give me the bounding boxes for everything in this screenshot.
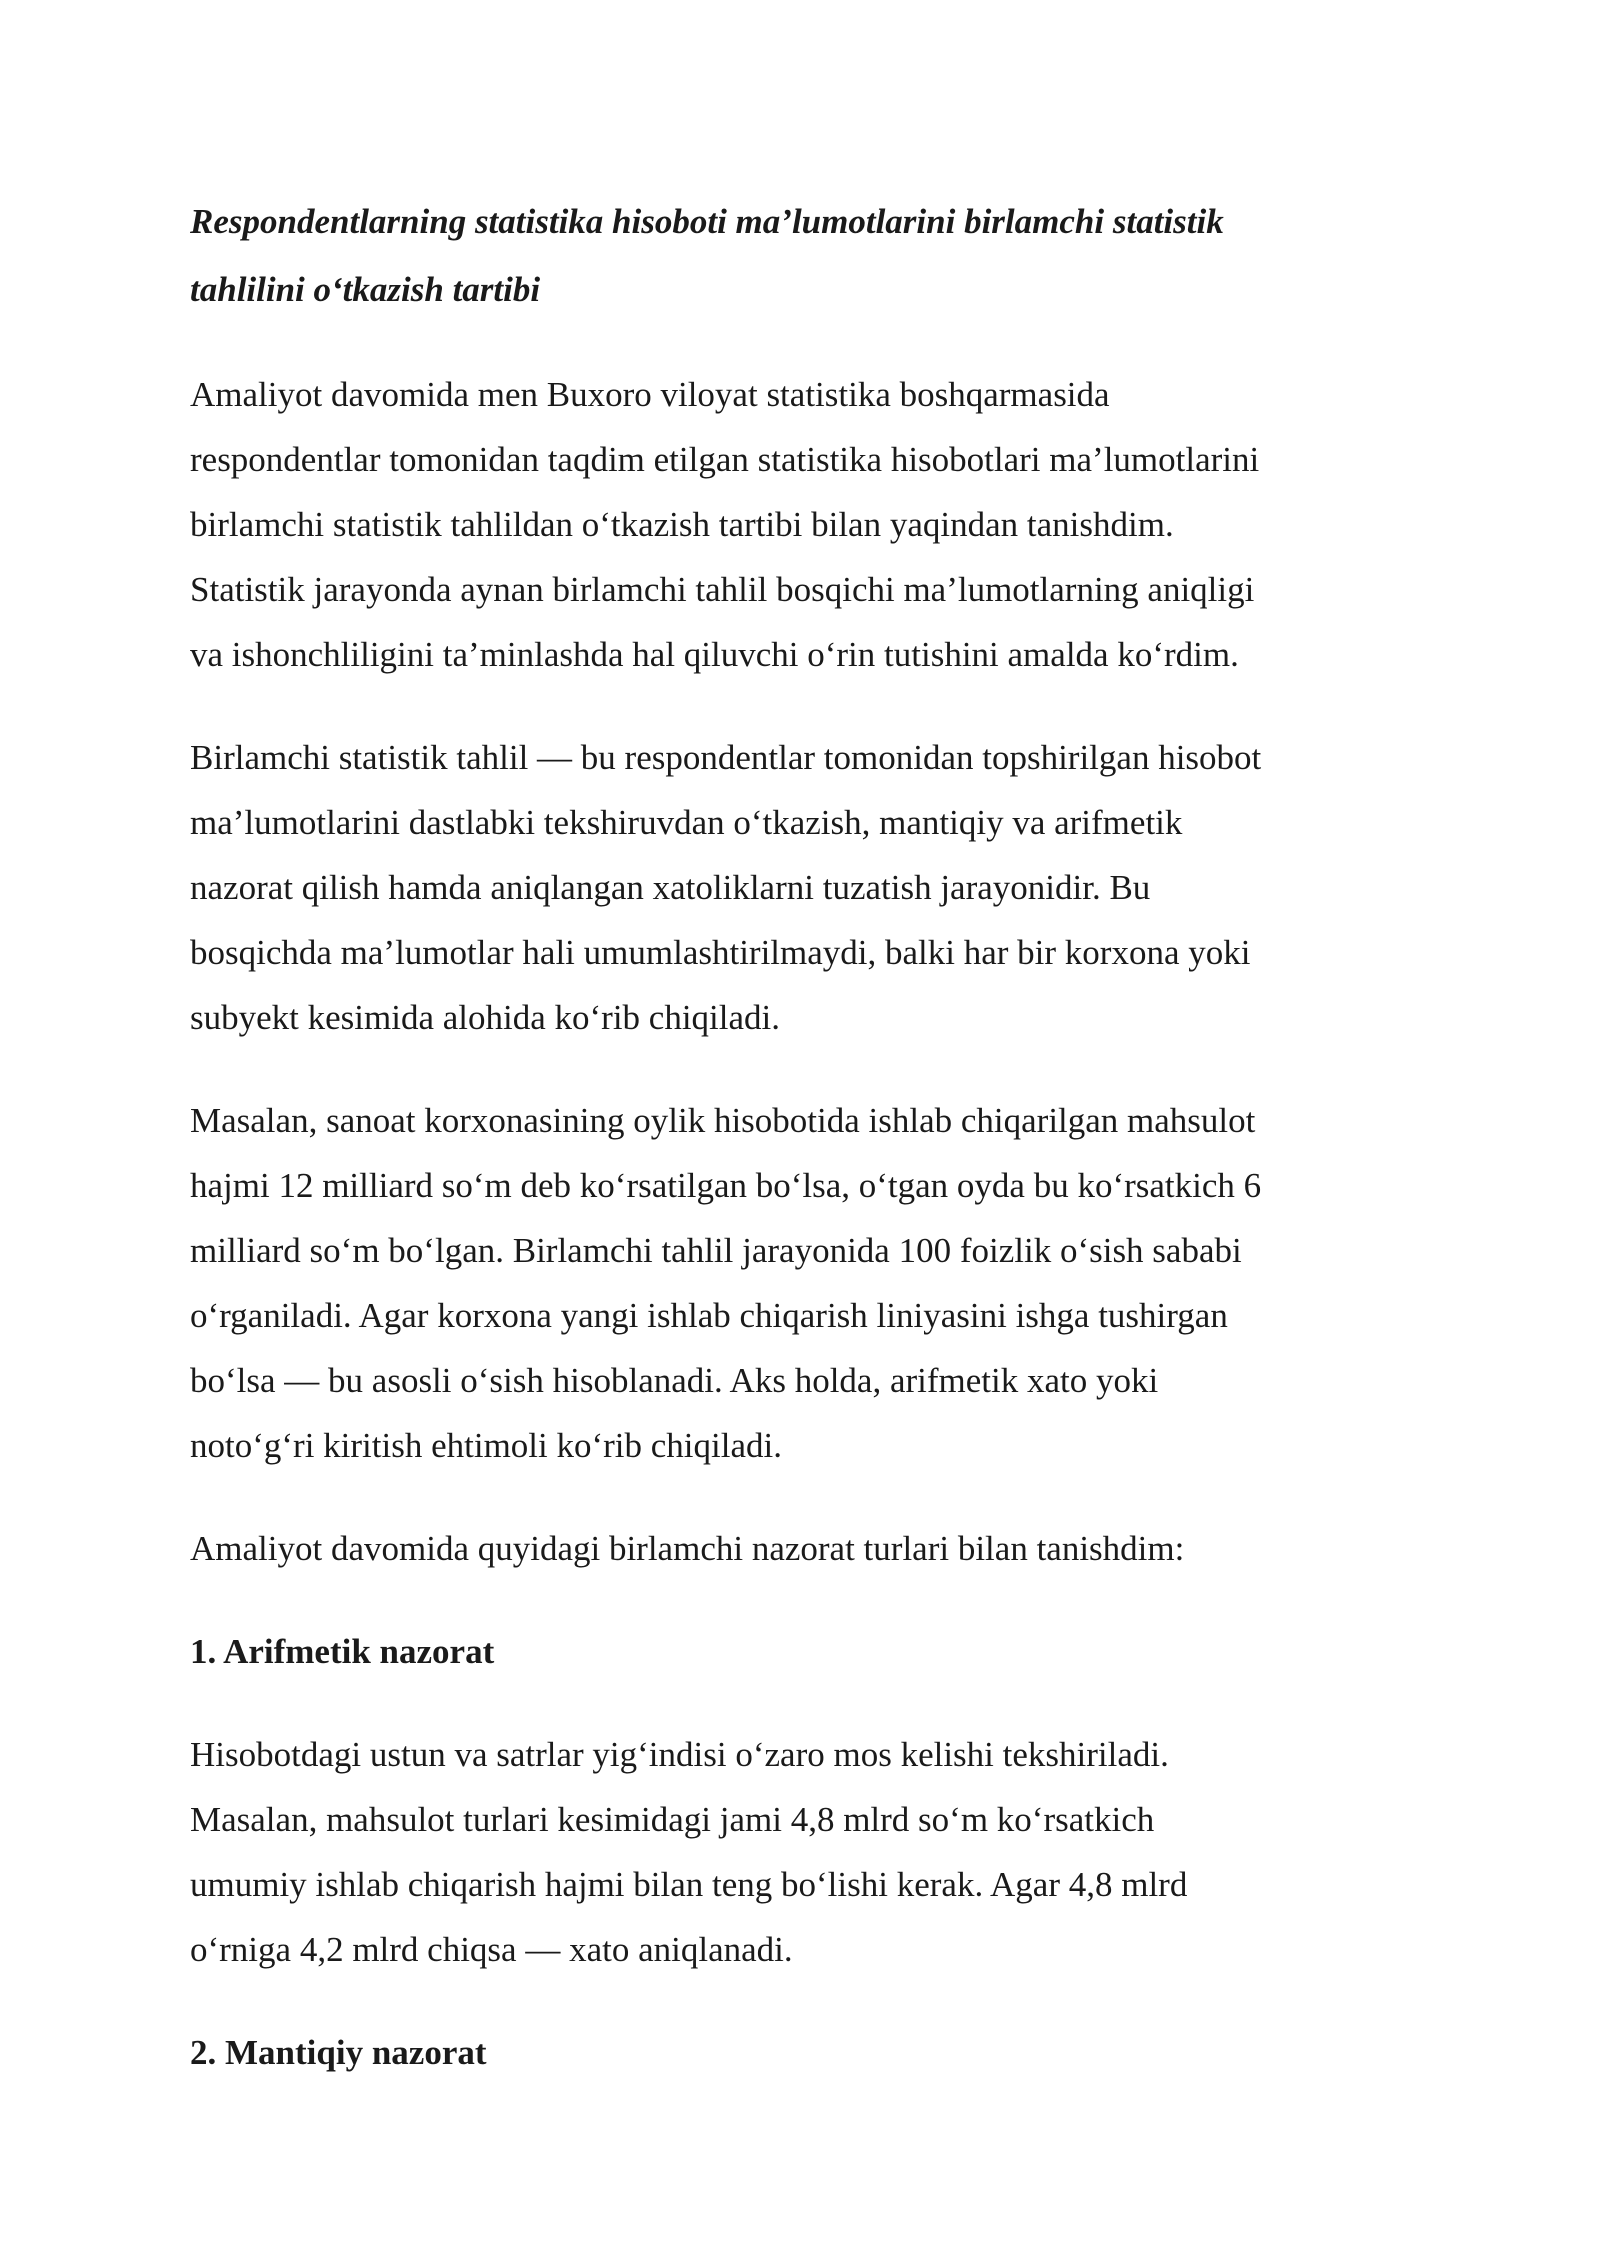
text-line: ma’lumotlarini dastlabki tekshiruvdan o‘tkazish, mantiqiy va arifmetik	[190, 803, 1183, 842]
title-line: Respondentlarning statistika hisoboti ma’lumotlarini birlamchi statistik	[190, 202, 1224, 241]
document-title	[190, 188, 1410, 324]
paragraph-intro	[190, 362, 1410, 687]
text-line: Birlamchi statistik tahlil — bu respondentlar tomonidan topshirilgan hisobot	[190, 738, 1262, 777]
document-page	[190, 188, 1410, 2123]
text-line: Masalan, sanoat korxonasining oylik hisobotida ishlab chiqarilgan mahsulot	[190, 1101, 1256, 1140]
text-line: bo‘lsa — bu asosli o‘sish hisoblanadi. Aks holda, arifmetik xato yoki	[190, 1361, 1159, 1400]
paragraph-arithmetic	[190, 1722, 1410, 1982]
text-line: birlamchi statistik tahlildan o‘tkazish tartibi bilan yaqindan tanishdim.	[190, 505, 1174, 544]
text-line: respondentlar tomonidan taqdim etilgan statistika hisobotlari ma’lumotlarini	[190, 440, 1260, 479]
text-line: o‘rniga 4,2 mlrd chiqsa — xato aniqlanadi.	[190, 1930, 793, 1969]
text-line: Amaliyot davomida men Buxoro viloyat statistika boshqarmasida	[190, 375, 1110, 414]
text-line: Hisobotdagi ustun va satrlar yig‘indisi o‘zaro mos kelishi tekshiriladi.	[190, 1735, 1169, 1774]
text-line: Masalan, mahsulot turlari kesimidagi jami 4,8 mlrd so‘m ko‘rsatkich	[190, 1800, 1155, 1839]
paragraph-control-types	[190, 1516, 1410, 1581]
text-line: Statistik jarayonda aynan birlamchi tahlil bosqichi ma’lumotlarning aniqligi	[190, 570, 1255, 609]
text-line: milliard so‘m bo‘lgan. Birlamchi tahlil jarayonida 100 foizlik o‘sish sababi	[190, 1231, 1242, 1270]
text-line: va ishonchliligini ta’minlashda hal qiluvchi o‘rin tutishini amalda ko‘rdim.	[190, 635, 1239, 674]
title-line: tahlilini o‘tkazish tartibi	[190, 270, 541, 309]
text-line: umumiy ishlab chiqarish hajmi bilan teng bo‘lishi kerak. Agar 4,8 mlrd	[190, 1865, 1188, 1904]
text-line: Amaliyot davomida quyidagi birlamchi nazorat turlari bilan tanishdim:	[190, 1529, 1185, 1568]
text-line: noto‘g‘ri kiritish ehtimoli ko‘rib chiqiladi.	[190, 1426, 782, 1465]
section-heading-logical: 2. Mantiqiy nazorat	[190, 2033, 487, 2072]
text-line: nazorat qilish hamda aniqlangan xatoliklarni tuzatish jarayonidir. Bu	[190, 868, 1151, 907]
text-line: o‘rganiladi. Agar korxona yangi ishlab chiqarish liniyasini ishga tushirgan	[190, 1296, 1228, 1335]
text-line: subyekt kesimida alohida ko‘rib chiqiladi.	[190, 998, 781, 1037]
text-line: bosqichda ma’lumotlar hali umumlashtirilmaydi, balki har bir korxona yoki	[190, 933, 1251, 972]
paragraph-definition	[190, 725, 1410, 1050]
section-heading-arithmetic: 1. Arifmetik nazorat	[190, 1632, 495, 1671]
text-line: hajmi 12 milliard so‘m deb ko‘rsatilgan bo‘lsa, o‘tgan oyda bu ko‘rsatkich 6	[190, 1166, 1262, 1205]
paragraph-example	[190, 1088, 1410, 1478]
